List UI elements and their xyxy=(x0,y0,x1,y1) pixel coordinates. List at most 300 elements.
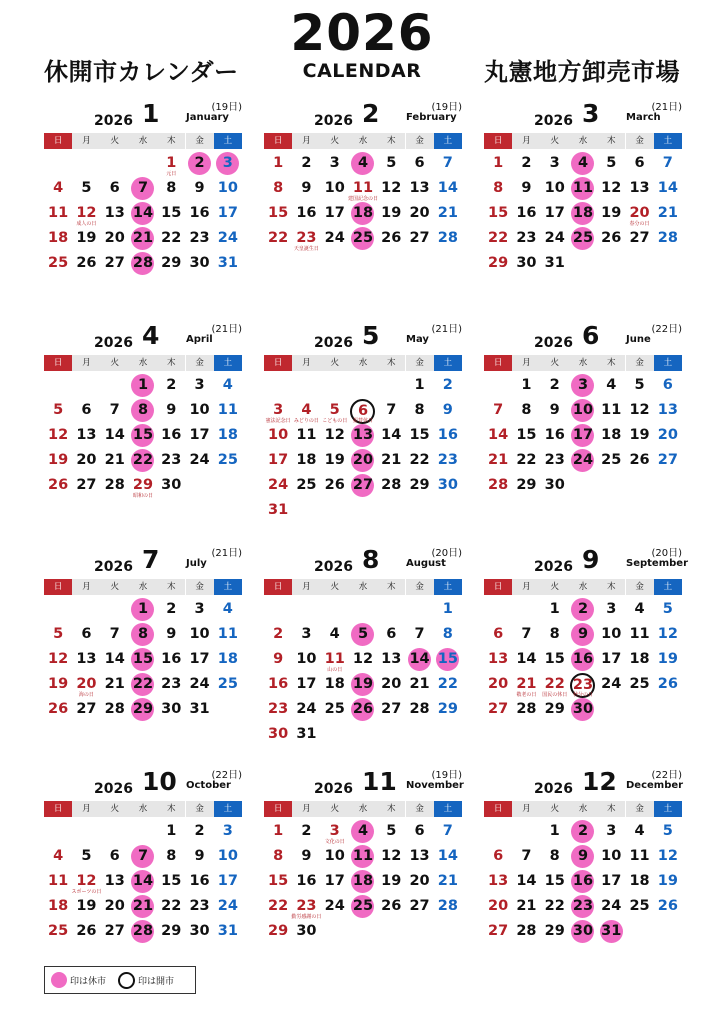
day-cell xyxy=(72,424,100,449)
day-number: 16 xyxy=(516,205,537,221)
day-number: 29 xyxy=(437,701,458,717)
day-cell xyxy=(434,698,462,723)
day-cell xyxy=(405,648,433,673)
day-cell xyxy=(129,920,157,945)
day-number: 17 xyxy=(324,205,345,221)
day-number: 13 xyxy=(657,402,678,418)
day-number: 29 xyxy=(161,923,182,939)
day-cell xyxy=(72,399,100,424)
day-number: 21 xyxy=(131,227,154,250)
day-cell xyxy=(405,374,433,399)
day-number: 10 xyxy=(544,180,565,196)
day-cell xyxy=(654,177,682,202)
day-cell xyxy=(484,870,512,895)
day-number: 10 xyxy=(324,848,345,864)
day-number: 22 xyxy=(268,230,289,246)
day-number: 22 xyxy=(544,898,565,914)
day-number: 3 xyxy=(222,823,233,839)
month-name: July xyxy=(186,558,207,569)
month-block xyxy=(484,545,688,723)
day-number: 19 xyxy=(381,205,402,221)
day-number: 10 xyxy=(601,626,622,642)
month-name: May xyxy=(406,334,429,345)
day-cell xyxy=(349,673,377,698)
month-block xyxy=(44,100,242,277)
day-number: 2 xyxy=(166,377,177,393)
weekday-label: 土 xyxy=(434,133,462,149)
empty-cell xyxy=(512,598,540,623)
day-number: 29 xyxy=(516,477,537,493)
day-cell xyxy=(654,399,682,424)
day-grid xyxy=(264,820,462,945)
day-number: 9 xyxy=(273,651,284,667)
day-cell xyxy=(484,252,512,277)
month-year: 2026 xyxy=(314,113,353,129)
weekday-label: 火 xyxy=(101,133,129,149)
day-number: 16 xyxy=(296,873,317,889)
day-cell xyxy=(377,673,405,698)
day-cell xyxy=(214,399,242,424)
weekday-label: 日 xyxy=(44,133,72,149)
day-cell xyxy=(214,820,242,845)
weekday-label: 火 xyxy=(321,801,349,817)
day-number: 30 xyxy=(268,726,289,742)
weekday-label: 土 xyxy=(434,801,462,817)
day-number: 22 xyxy=(544,676,565,692)
weekday-label: 木 xyxy=(157,801,185,817)
day-cell xyxy=(264,152,292,177)
weekday-header xyxy=(484,355,682,371)
empty-cell xyxy=(264,598,292,623)
day-cell xyxy=(101,227,129,252)
day-cell xyxy=(512,870,540,895)
empty-cell xyxy=(484,820,512,845)
day-number: 7 xyxy=(414,626,425,642)
day-number: 17 xyxy=(571,424,594,447)
day-number: 21 xyxy=(437,873,458,889)
weekday-label: 火 xyxy=(101,355,129,371)
day-cell xyxy=(569,598,597,623)
day-cell xyxy=(321,648,349,673)
day-number: 12 xyxy=(381,180,402,196)
open-day-count: (21日) xyxy=(211,324,242,335)
day-number: 20 xyxy=(409,873,430,889)
day-cell xyxy=(72,673,100,698)
day-number: 15 xyxy=(409,427,430,443)
day-number: 11 xyxy=(571,177,594,200)
month-year: 2026 xyxy=(534,781,573,797)
day-number: 14 xyxy=(104,427,125,443)
day-number: 18 xyxy=(351,202,374,225)
weekday-label: 金 xyxy=(406,579,434,595)
day-number: 15 xyxy=(131,648,154,671)
day-number: 19 xyxy=(48,676,69,692)
day-cell xyxy=(484,648,512,673)
day-number: 21 xyxy=(131,895,154,918)
weekday-label: 水 xyxy=(569,579,597,595)
day-cell xyxy=(157,623,185,648)
day-cell xyxy=(129,449,157,474)
day-cell xyxy=(292,202,320,227)
month-name: February xyxy=(406,112,457,123)
day-number: 28 xyxy=(104,477,125,493)
weekday-label: 月 xyxy=(512,355,540,371)
day-cell xyxy=(541,474,569,499)
day-number: 29 xyxy=(131,698,154,721)
day-number: 1 xyxy=(414,377,425,393)
day-number: 6 xyxy=(109,180,120,196)
month-title xyxy=(264,100,462,132)
day-number: 23 xyxy=(544,452,565,468)
day-cell xyxy=(264,845,292,870)
day-number: 5 xyxy=(634,377,645,393)
day-cell xyxy=(129,598,157,623)
day-number: 4 xyxy=(634,823,645,839)
day-cell xyxy=(405,673,433,698)
day-number: 24 xyxy=(324,898,345,914)
weekday-label: 土 xyxy=(214,801,242,817)
month-title xyxy=(44,546,242,578)
day-cell xyxy=(321,424,349,449)
day-number: 24 xyxy=(324,230,345,246)
day-number: 2 xyxy=(301,155,312,171)
weekday-label: 木 xyxy=(377,133,405,149)
day-cell xyxy=(214,895,242,920)
day-number: 7 xyxy=(442,155,453,171)
day-cell xyxy=(597,177,625,202)
day-grid xyxy=(264,152,462,252)
day-number: 21 xyxy=(381,452,402,468)
month-block xyxy=(264,546,462,748)
day-cell xyxy=(72,177,100,202)
day-cell xyxy=(434,648,462,673)
empty-cell xyxy=(44,152,72,177)
open-day-count: (21日) xyxy=(651,102,682,113)
weekday-label: 金 xyxy=(186,133,214,149)
day-cell xyxy=(264,698,292,723)
day-cell xyxy=(654,820,682,845)
day-number: 12 xyxy=(324,427,345,443)
month-number: 4 xyxy=(142,321,160,350)
day-cell xyxy=(214,623,242,648)
day-cell xyxy=(597,845,625,870)
day-cell xyxy=(597,424,625,449)
day-cell xyxy=(214,920,242,945)
day-number: 9 xyxy=(571,845,594,868)
day-number: 6 xyxy=(81,402,92,418)
day-cell xyxy=(377,698,405,723)
day-cell xyxy=(434,152,462,177)
month-title xyxy=(484,545,688,578)
day-cell xyxy=(72,920,100,945)
day-number: 26 xyxy=(601,230,622,246)
day-cell xyxy=(569,920,597,945)
day-cell xyxy=(541,177,569,202)
day-number: 13 xyxy=(409,848,430,864)
day-cell xyxy=(654,152,682,177)
day-cell xyxy=(434,449,462,474)
day-number: 28 xyxy=(488,477,509,493)
day-cell xyxy=(405,895,433,920)
weekday-label: 月 xyxy=(72,801,100,817)
day-number: 11 xyxy=(217,626,238,642)
day-number: 3 xyxy=(194,601,205,617)
day-cell xyxy=(72,648,100,673)
day-number: 31 xyxy=(217,923,238,939)
day-cell xyxy=(101,177,129,202)
day-number: 22 xyxy=(161,898,182,914)
day-number: 17 xyxy=(601,873,622,889)
day-number: 26 xyxy=(324,477,345,493)
month-block xyxy=(44,322,242,499)
day-number: 28 xyxy=(516,923,537,939)
day-number: 2 xyxy=(571,820,594,843)
day-number: 20 xyxy=(351,449,374,472)
weekday-label: 日 xyxy=(264,801,292,817)
day-number: 16 xyxy=(571,648,594,671)
weekday-label: 水 xyxy=(349,579,377,595)
day-cell xyxy=(541,449,569,474)
day-number: 19 xyxy=(657,651,678,667)
day-cell xyxy=(321,845,349,870)
open-day-count: (20日) xyxy=(651,548,682,559)
day-number: 26 xyxy=(381,230,402,246)
day-number: 21 xyxy=(437,205,458,221)
day-cell xyxy=(321,474,349,499)
day-number: 28 xyxy=(381,477,402,493)
weekday-label: 日 xyxy=(44,355,72,371)
month-number: 5 xyxy=(362,321,380,350)
day-number: 17 xyxy=(544,205,565,221)
day-cell xyxy=(101,449,129,474)
month-year: 2026 xyxy=(534,113,573,129)
day-cell xyxy=(405,845,433,870)
weekday-label: 金 xyxy=(186,355,214,371)
day-number: 10 xyxy=(217,848,238,864)
day-cell xyxy=(129,698,157,723)
day-number: 26 xyxy=(48,701,69,717)
open-day-count: (22日) xyxy=(651,770,682,781)
day-number: 28 xyxy=(104,701,125,717)
month-title xyxy=(44,768,242,800)
day-cell xyxy=(484,227,512,252)
day-cell xyxy=(44,648,72,673)
month-number: 12 xyxy=(582,767,617,796)
day-cell xyxy=(484,177,512,202)
day-number: 5 xyxy=(606,155,617,171)
day-grid xyxy=(44,374,242,499)
month-year: 2026 xyxy=(94,335,133,351)
day-cell xyxy=(157,449,185,474)
day-number: 28 xyxy=(437,898,458,914)
day-number: 15 xyxy=(488,205,509,221)
day-cell xyxy=(434,598,462,623)
day-grid xyxy=(484,152,682,277)
day-cell xyxy=(654,374,682,399)
day-number: 24 xyxy=(217,898,238,914)
day-cell xyxy=(214,252,242,277)
weekday-label: 日 xyxy=(44,801,72,817)
day-number: 26 xyxy=(381,898,402,914)
day-cell xyxy=(72,449,100,474)
weekday-label: 金 xyxy=(626,355,654,371)
day-number: 20 xyxy=(409,205,430,221)
weekday-label: 月 xyxy=(512,801,540,817)
holiday-name: 元日 xyxy=(166,171,177,177)
day-cell xyxy=(292,723,320,748)
day-number: 25 xyxy=(351,227,374,250)
day-cell xyxy=(129,424,157,449)
day-cell xyxy=(101,399,129,424)
month-year: 2026 xyxy=(94,559,133,575)
day-cell xyxy=(264,920,292,945)
day-number: 13 xyxy=(409,180,430,196)
day-number: 25 xyxy=(351,895,374,918)
month-block xyxy=(484,322,682,499)
day-number: 29 xyxy=(544,701,565,717)
holiday-name: 昭和の日 xyxy=(132,493,153,499)
day-cell xyxy=(569,177,597,202)
weekday-label: 月 xyxy=(512,579,540,595)
day-cell xyxy=(597,895,625,920)
day-number: 18 xyxy=(571,202,594,225)
day-number: 1 xyxy=(549,823,560,839)
day-number: 21 xyxy=(104,676,125,692)
day-number: 27 xyxy=(657,452,678,468)
weekday-label: 月 xyxy=(72,579,100,595)
day-cell xyxy=(72,895,100,920)
weekday-header xyxy=(264,133,462,149)
day-number: 10 xyxy=(189,626,210,642)
month-title xyxy=(264,768,462,800)
day-cell xyxy=(625,820,653,845)
day-number: 7 xyxy=(386,402,397,418)
left-title: 休開市カレンダー xyxy=(44,58,239,86)
day-cell xyxy=(512,474,540,499)
day-number: 24 xyxy=(601,676,622,692)
day-cell xyxy=(349,895,377,920)
day-number: 12 xyxy=(48,427,69,443)
weekday-header xyxy=(44,579,242,595)
day-number: 6 xyxy=(81,626,92,642)
day-cell xyxy=(72,474,100,499)
day-cell xyxy=(157,374,185,399)
day-cell xyxy=(434,399,462,424)
month-year: 2026 xyxy=(534,335,573,351)
day-cell xyxy=(569,895,597,920)
month-name: December xyxy=(626,780,684,791)
weekday-label: 水 xyxy=(349,355,377,371)
day-number: 17 xyxy=(217,205,238,221)
weekday-label: 水 xyxy=(129,579,157,595)
day-cell xyxy=(541,227,569,252)
day-cell xyxy=(185,449,213,474)
month-number: 10 xyxy=(142,767,177,796)
empty-cell xyxy=(377,598,405,623)
day-cell xyxy=(654,845,682,870)
day-cell xyxy=(541,648,569,673)
day-cell xyxy=(377,449,405,474)
day-cell xyxy=(129,895,157,920)
day-cell xyxy=(214,598,242,623)
empty-cell xyxy=(349,374,377,399)
day-cell xyxy=(292,474,320,499)
day-cell xyxy=(377,424,405,449)
day-cell xyxy=(625,449,653,474)
day-number: 18 xyxy=(217,651,238,667)
month-name: October xyxy=(186,780,231,791)
day-cell xyxy=(569,673,597,698)
weekday-header xyxy=(484,801,682,817)
weekday-label: 水 xyxy=(349,133,377,149)
day-number: 25 xyxy=(324,701,345,717)
day-cell xyxy=(569,820,597,845)
day-number: 16 xyxy=(544,427,565,443)
day-number: 30 xyxy=(544,477,565,493)
open-day-count: (22日) xyxy=(651,324,682,335)
day-number: 9 xyxy=(301,848,312,864)
day-number: 18 xyxy=(324,676,345,692)
day-number: 1 xyxy=(131,374,154,397)
day-cell xyxy=(597,227,625,252)
day-cell xyxy=(597,152,625,177)
month-name: June xyxy=(626,334,651,345)
day-cell xyxy=(405,870,433,895)
day-number: 11 xyxy=(324,651,345,667)
day-cell xyxy=(185,648,213,673)
day-number: 24 xyxy=(268,477,289,493)
day-cell xyxy=(44,920,72,945)
day-number: 3 xyxy=(549,155,560,171)
day-cell xyxy=(292,177,320,202)
day-number: 6 xyxy=(414,155,425,171)
month-block xyxy=(44,546,242,723)
day-cell xyxy=(185,845,213,870)
empty-cell xyxy=(72,820,100,845)
day-number: 2 xyxy=(301,823,312,839)
day-cell xyxy=(512,623,540,648)
day-cell xyxy=(101,623,129,648)
month-block xyxy=(44,768,242,945)
day-number: 20 xyxy=(488,898,509,914)
day-number: 12 xyxy=(629,402,650,418)
day-number: 24 xyxy=(601,898,622,914)
day-number: 25 xyxy=(629,676,650,692)
day-number: 19 xyxy=(381,873,402,889)
day-cell xyxy=(625,648,653,673)
day-cell xyxy=(214,870,242,895)
day-number: 2 xyxy=(442,377,453,393)
day-number: 2 xyxy=(166,601,177,617)
day-number: 9 xyxy=(442,402,453,418)
empty-cell xyxy=(484,598,512,623)
day-cell xyxy=(185,870,213,895)
day-cell xyxy=(569,399,597,424)
day-cell xyxy=(157,698,185,723)
day-cell xyxy=(349,698,377,723)
day-cell xyxy=(292,870,320,895)
weekday-label: 金 xyxy=(186,801,214,817)
day-cell xyxy=(434,177,462,202)
day-number: 25 xyxy=(48,923,69,939)
weekday-label: 金 xyxy=(406,801,434,817)
day-cell xyxy=(157,820,185,845)
day-cell xyxy=(185,227,213,252)
day-cell xyxy=(321,623,349,648)
day-cell xyxy=(264,820,292,845)
day-number: 29 xyxy=(268,923,289,939)
holiday-name: 山の日 xyxy=(327,667,343,673)
